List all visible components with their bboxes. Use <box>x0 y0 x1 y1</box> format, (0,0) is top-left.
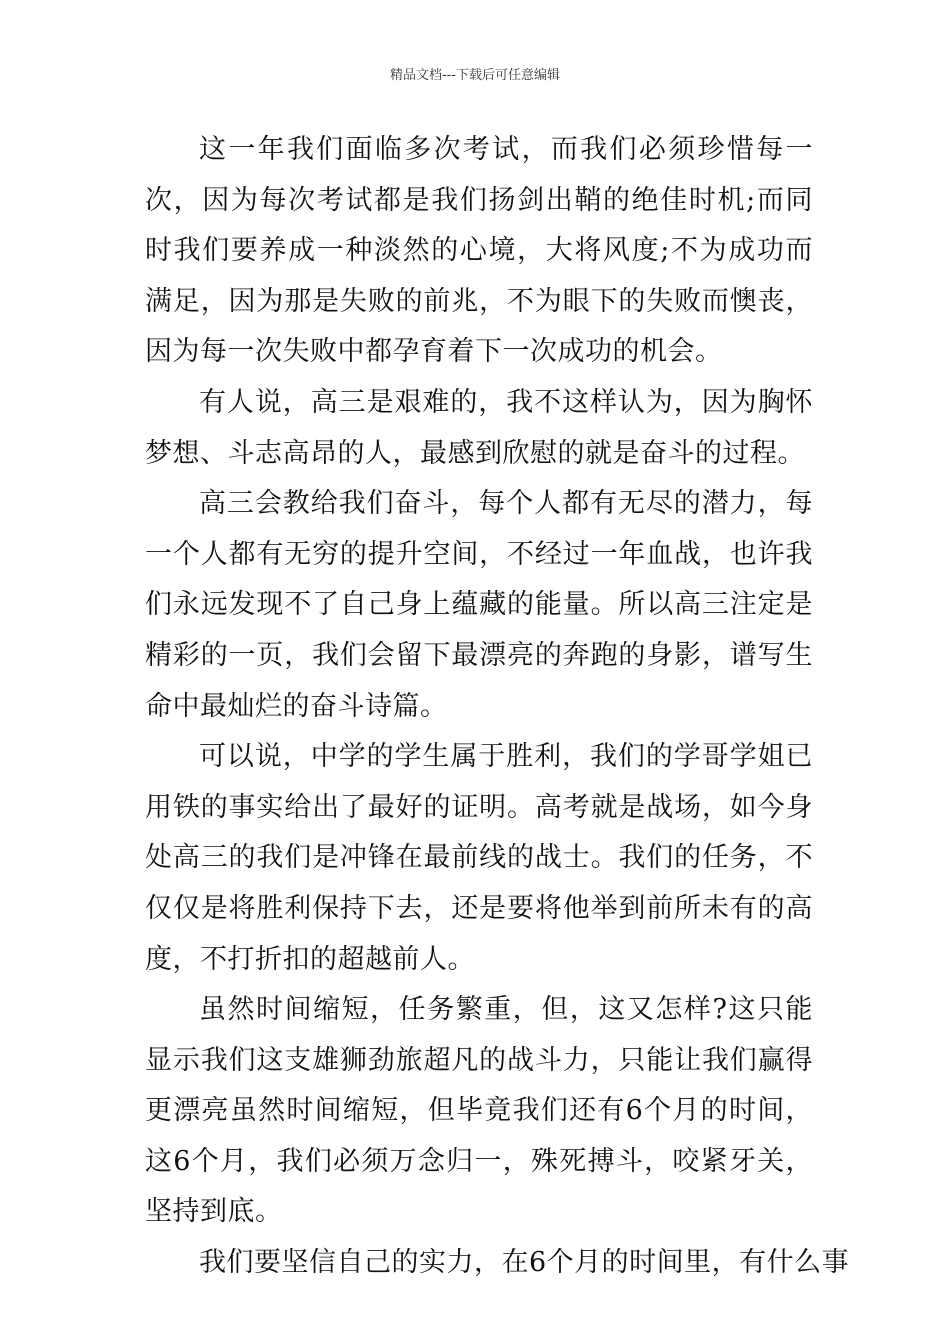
paragraph: 虽然时间缩短，任务繁重，但，这又怎样?这只能显示我们这支雄狮劲旅超凡的战斗力，只能让我们赢得更漂亮虽然时间缩短，但毕竟我们还有6个月的时间，这6个月，我们必须万念归一，殊死搏斗，咬紧牙关，坚持到底。 <box>145 994 813 1228</box>
paragraph: 有人说，高三是艰难的，我不这样认为，因为胸怀梦想、斗志高昂的人，最感到欣慰的就是奋斗的过程。 <box>145 386 813 469</box>
paragraph: 我们要坚信自己的实力，在6个月的时间里，有什么事 <box>199 1247 850 1279</box>
document-body <box>145 125 850 1289</box>
page-header: 精品文档---下载后可任意编辑 <box>389 68 561 83</box>
paragraph: 可以说，中学的学生属于胜利，我们的学哥学姐已用铁的事实给出了最好的证明。高考就是战场，如今身处高三的我们是冲锋在最前线的战士。我们的任务，不仅仅是将胜利保持下去，还是要将他举到前所未有的高度，不打折扣的超越前人。 <box>145 741 813 975</box>
paragraph: 这一年我们面临多次考试，而我们必须珍惜每一次，因为每次考试都是我们扬剑出鞘的绝佳时机;而同时我们要养成一种淡然的心境，大将风度;不为成功而满足，因为那是失败的前兆，不为眼下的失败而懊丧，因为每一次失败中都孕育着下一次成功的机会。 <box>145 134 813 368</box>
paragraph: 高三会教给我们奋斗，每个人都有无尽的潜力，每一个人都有无穷的提升空间，不经过一年血战，也许我们永远发现不了自己身上蕴藏的能量。所以高三注定是精彩的一页，我们会留下最漂亮的奔跑的身影，谱写生命中最灿烂的奋斗诗篇。 <box>145 488 813 722</box>
